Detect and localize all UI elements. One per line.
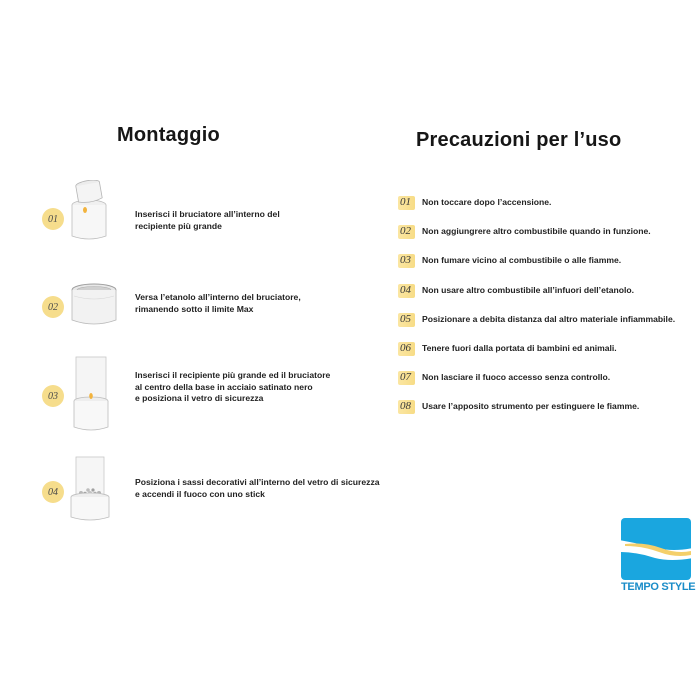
assembly-step	[0, 282, 400, 332]
step-number-badge: 04	[42, 481, 64, 503]
precaution-text: Tenere fuori dalla portata di bambini ed animali.	[422, 343, 617, 353]
precaution-number: 07	[398, 371, 415, 385]
precaution-number: 02	[398, 225, 415, 239]
precaution-text: Non aggiungrere altro combustibile quando in funzione.	[422, 226, 651, 236]
precaution-text: Non usare altro combustibile all’infuori dell’etanolo.	[422, 285, 635, 295]
step-text: Versa l’etanolo all’interno del bruciatore, rimanendo sotto il limite Max	[135, 292, 301, 314]
step-text: Inserisci il recipiente più grande ed il bruciatore al centro della base in acciaio satinato nero e posiziona il vetro di sicurezza	[135, 370, 331, 403]
precaution-item	[398, 313, 693, 327]
step-text: Posiziona i sassi decorativi all’interno del vetro di sicurezza e accendi il fuoco con uno stick	[135, 477, 380, 499]
tempo-style-logo	[621, 518, 696, 598]
ethanol-burner-icon	[68, 282, 120, 328]
montaggio-heading: Montaggio	[117, 124, 220, 146]
precaution-item	[398, 254, 688, 268]
precaution-text: Non fumare vicino al combustibile o alle fiamme.	[422, 255, 622, 265]
precaution-text: Posizionare a debita distanza dal altro materiale infiammabile.	[422, 314, 676, 324]
precaution-item	[398, 400, 688, 414]
step-number-badge: 01	[42, 208, 64, 230]
assembly-step	[0, 355, 400, 435]
logo-text: TEMPO STYLE	[621, 581, 696, 593]
glass-on-base-icon	[70, 355, 112, 433]
precaution-number: 04	[398, 284, 415, 298]
precaution-text: Non lasciare il fuoco accesso senza controllo.	[422, 372, 611, 382]
precaution-number: 01	[398, 196, 415, 210]
precaution-item	[398, 196, 688, 210]
precaution-item	[398, 284, 688, 298]
precauzioni-heading: Precauzioni per l’uso	[416, 129, 622, 151]
precaution-text: Usare l’apposito strumento per estinguere le fiamme.	[422, 401, 640, 411]
burner-into-container-icon	[64, 180, 114, 242]
step-text: Inserisci il bruciatore all’interno del recipiente più grande	[135, 209, 280, 231]
precaution-text: Non toccare dopo l’accensione.	[422, 197, 552, 207]
precaution-number: 03	[398, 254, 415, 268]
precaution-item	[398, 342, 688, 356]
precaution-number: 05	[398, 313, 415, 327]
assembly-step	[0, 180, 400, 240]
precaution-number: 08	[398, 400, 415, 414]
logo-mark-icon	[621, 518, 691, 580]
assembly-step	[0, 455, 400, 525]
precaution-item	[398, 225, 688, 239]
step-number-badge: 02	[42, 296, 64, 318]
step-number-badge: 03	[42, 385, 64, 407]
precaution-item	[398, 371, 688, 385]
precaution-number: 06	[398, 342, 415, 356]
stones-in-glass-icon	[68, 455, 112, 523]
